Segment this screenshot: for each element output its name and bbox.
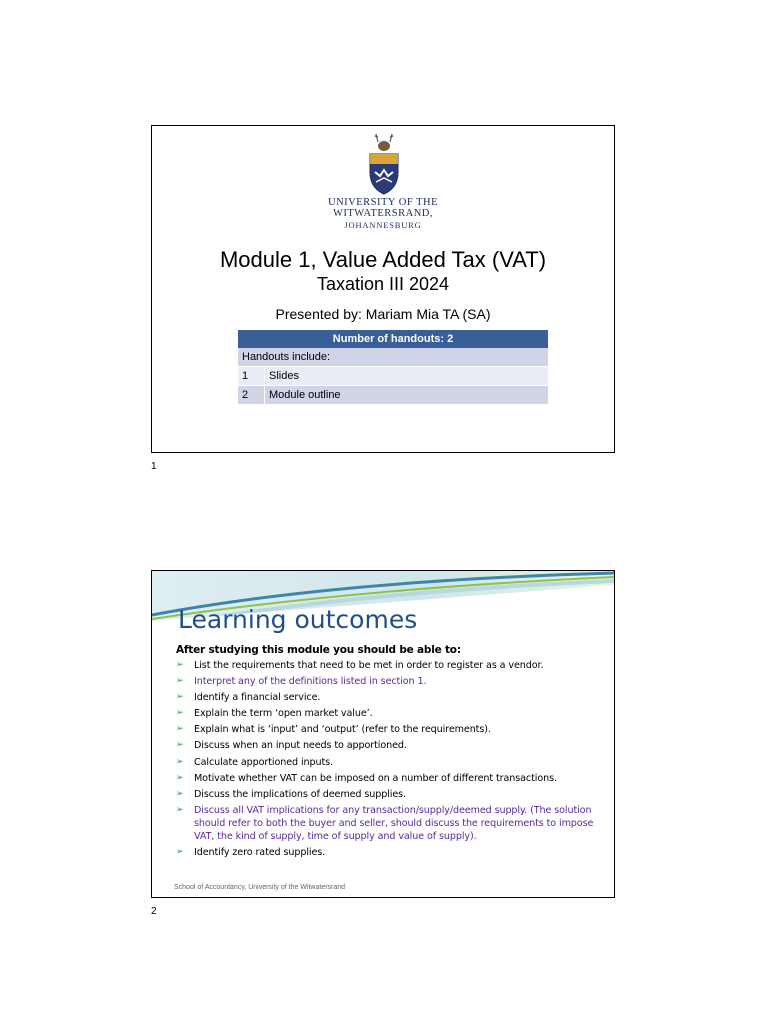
arrow-bullet-icon: ➢ <box>176 804 184 815</box>
arrow-bullet-icon: ➢ <box>176 708 184 719</box>
page-number-1: 1 <box>151 461 157 472</box>
page-number-2: 2 <box>151 906 157 917</box>
list-item-text: Identify a financial service. <box>194 692 321 704</box>
row-item: Slides <box>265 367 549 386</box>
course-subtitle: Taxation III 2024 <box>316 274 450 294</box>
slide-2 <box>151 570 615 898</box>
handouts-header-row <box>238 330 548 348</box>
list-item-text: Motivate whether VAT can be imposed on a number of different transactions. <box>194 772 557 784</box>
list-item <box>176 723 596 736</box>
arrow-bullet-icon: ➢ <box>176 756 184 767</box>
list-item <box>176 659 596 672</box>
list-item-text: Discuss all VAT implications for any transaction/supply/deemed supply. (The solution should refer to both the buyer and seller, should discuss the requirements to impose VAT, the kind of supply, time of supply and value of supply). <box>194 804 594 842</box>
arrow-bullet-icon: ➢ <box>176 740 184 751</box>
table-row <box>238 386 548 405</box>
handouts-table <box>238 330 548 404</box>
list-item-text: Identify zero rated supplies. <box>194 846 326 858</box>
university-name-line2: WITWATERSRAND, <box>332 208 434 219</box>
list-item-text: Calculate apportioned inputs. <box>194 756 333 768</box>
list-item-text: Explain the term ‘open market value’. <box>194 708 373 720</box>
list-item <box>176 707 596 720</box>
learning-outcomes-content <box>172 641 600 877</box>
slide-1 <box>151 125 615 453</box>
list-item <box>176 691 596 704</box>
university-name-line3: JOHANNESBURG <box>344 220 422 230</box>
arrow-bullet-icon: ➢ <box>176 660 184 670</box>
list-item-text: Interpret any of the definitions listed in section 1. <box>194 676 427 688</box>
list-item <box>176 675 596 688</box>
arrow-bullet-icon: ➢ <box>176 692 184 703</box>
row-number: 1 <box>238 367 265 386</box>
arrow-bullet-icon: ➢ <box>176 788 184 799</box>
list-item <box>176 772 596 785</box>
list-item-text: Discuss the implications of deemed supplies. <box>194 788 406 800</box>
list-item <box>176 756 596 769</box>
list-item-text: List the requirements that need to be met in order to register as a vendor. <box>194 660 544 671</box>
intro-text: After studying this module you should be able to: <box>176 644 461 656</box>
handouts-include-row <box>238 348 548 367</box>
row-item: Module outline <box>265 386 549 405</box>
module-title: Module 1, Value Added Tax (VAT) <box>219 247 547 272</box>
list-item-text: Discuss when an input needs to apportioned. <box>194 740 407 752</box>
arrow-bullet-icon: ➢ <box>176 772 184 783</box>
list-item-text: Explain what is ‘input’ and ‘output’ (refer to the requirements). <box>194 724 491 736</box>
list-item <box>176 804 596 843</box>
arrow-bullet-icon: ➢ <box>176 724 184 735</box>
slide-title: Learning outcomes <box>178 605 418 634</box>
list-item <box>176 846 596 859</box>
university-crest-logo <box>366 132 402 198</box>
slide-footer: School of Accountancy, University of the Witwatersrand <box>174 884 346 891</box>
university-name-line1: UNIVERSITY OF THE <box>328 197 438 208</box>
arrow-bullet-icon: ➢ <box>176 676 184 687</box>
list-item <box>176 739 596 752</box>
presenter-line: Presented by: Mariam Mia TA (SA) <box>275 306 491 322</box>
row-number: 2 <box>238 386 265 405</box>
list-item <box>176 788 596 801</box>
handouts-header: Number of handouts: 2 <box>238 330 548 348</box>
table-row <box>238 367 548 386</box>
arrow-bullet-icon: ➢ <box>176 846 184 857</box>
handouts-include-label: Handouts include: <box>238 348 548 367</box>
outcomes-list <box>176 659 596 862</box>
